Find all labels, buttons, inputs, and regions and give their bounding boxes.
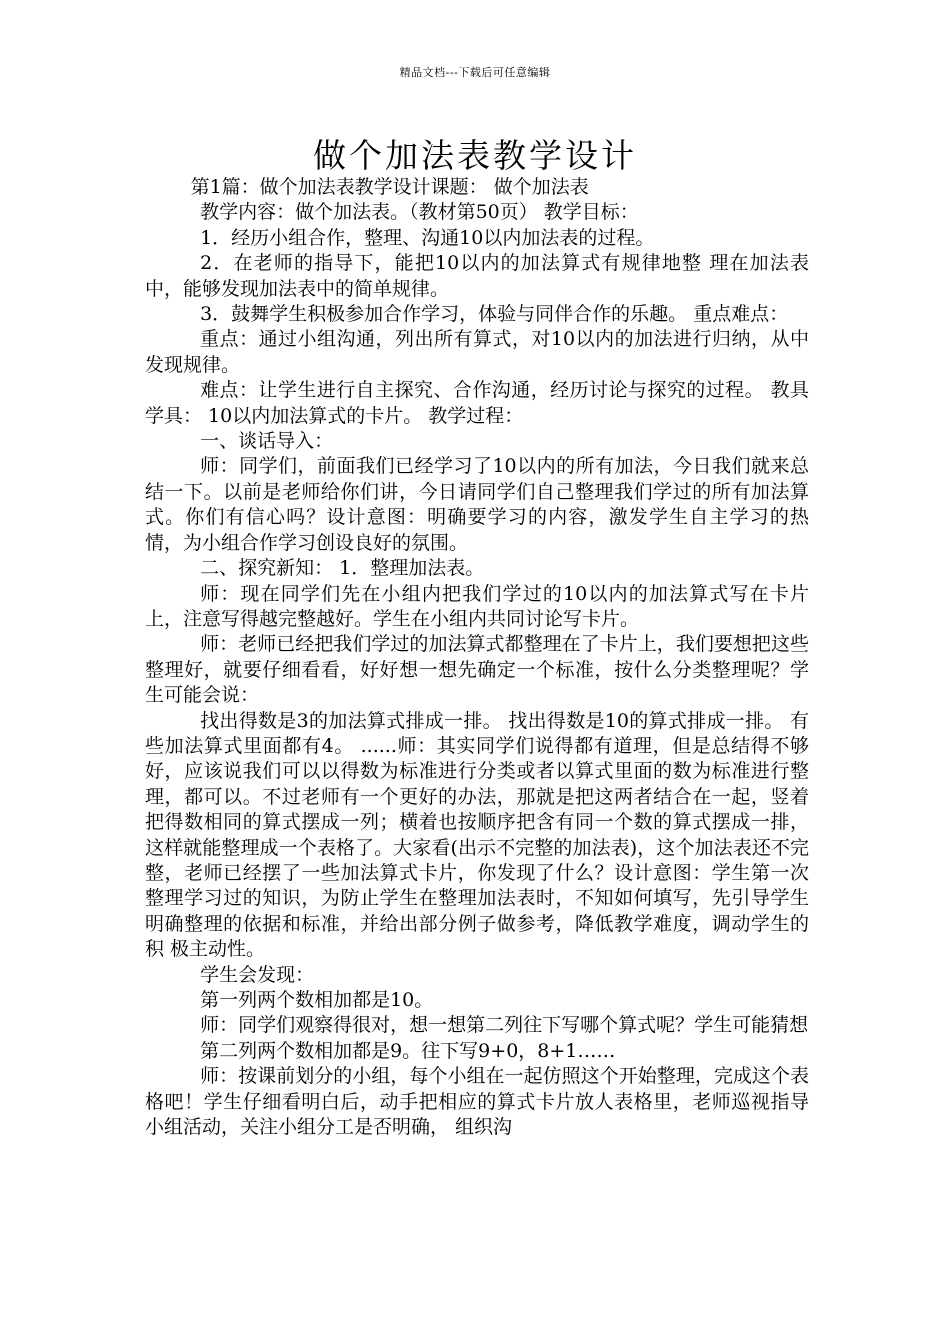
paragraph: 3．鼓舞学生积极参加合作学习，体验与同伴合作的乐趣。 重点难点： — [200, 303, 789, 326]
paragraph: 1．经历小组合作，整理、沟通10以内加法表的过程。 — [200, 226, 655, 249]
document-body — [145, 175, 809, 1140]
paragraph: 2．在老师的指导下，能把10以内的加法算式有规律地整 理在加法表中，能够发现加法表中的简单规律。 — [145, 252, 809, 300]
paragraph: 第一列两个数相加都是10。 — [200, 989, 434, 1011]
paragraph: 重点：通过小组沟通，列出所有算式，对10以内的加法进行归纳，从中发现规律。 — [145, 328, 809, 376]
paragraph: 师：按课前划分的小组，每个小组在一起仿照这个开始整理，完成这个表格吧！学生仔细看明白后，动手把相应的算式卡片放人表格里，老师巡视指导小组活动，关注小组分工是否明确， 组织沟 — [145, 1065, 809, 1139]
paragraph: 教学内容：做个加法表。（教材第50页） 教学目标： — [200, 201, 639, 224]
paragraph: 找出得数是3的加法算式排成一排。 找出得数是10的算式排成一排。 有些加法算式里面都有4。 ......师：其实同学们说得都有道理，但是总结得不够好，应该说我们可以以得数为标准进行分类或者以算式里面的数为标准进行整理，都可以。不过老师有一个更好的办法，那就是把这两者结合在一起，竖着把得数相同的算式摆成一列；横着也按顺序把含有同一个数的算式摆成一排，这样就能整理成一个表格了。大家看(出示不完整的加法表)，这个加法表还不完整，老师已经摆了一些加法算式卡片，你发现了什么？设计意图：学生第一次整理学习过的知识，为防止学生在整理加法表时，不知如何填写，先引导学生明确整理的依据和标准，并给出部分例子做参考，降低教学难度，调动学生的积 极主动性。 — [145, 709, 809, 961]
paragraph: 师：现在同学们先在小组内把我们学过的10以内的加法算式写在卡片上，注意写得越完整越好。学生在小组内共同讨论写卡片。 — [145, 582, 809, 630]
paragraph: 师：同学们，前面我们已经学习了10以内的所有加法，今日我们就来总结一下。以前是老师给你们讲，今日请同学们自己整理我们学过的所有加法算式。你们有信心吗？设计意图：明确要学习的内容，激发学生自主学习的热情，为小组合作学习创设良好的氛围。 — [145, 455, 809, 554]
paragraph: 第二列两个数相加都是9。往下写9+0，8+1…… — [200, 1039, 616, 1062]
document-title: 做个加法表教学设计 — [313, 136, 637, 175]
paragraph: 难点：让学生进行自主探究、合作沟通，经历讨论与探究的过程。 教具学具： 10以内加法算式的卡片。 教学过程： — [145, 379, 809, 427]
paragraph: 第1篇：做个加法表教学设计课题： 做个加法表 — [190, 176, 589, 198]
paragraph: 一、谈话导入： — [200, 430, 334, 453]
paragraph: 二、探究新知： 1．整理加法表。 — [200, 557, 485, 580]
paragraph: 师：同学们观察得很对，想一想第二列往下写哪个算式呢？学生可能猜想 — [200, 1014, 809, 1037]
paragraph: 学生会发现： — [200, 963, 315, 986]
header-note: 精品文档---下载后可任意编辑 — [399, 66, 551, 79]
paragraph: 师：老师已经把我们学过的加法算式都整理在了卡片上，我们要想把这些整理好，就要仔细看看，好好想一想先确定一个标准，按什么分类整理呢？学生可能会说： — [145, 633, 809, 707]
